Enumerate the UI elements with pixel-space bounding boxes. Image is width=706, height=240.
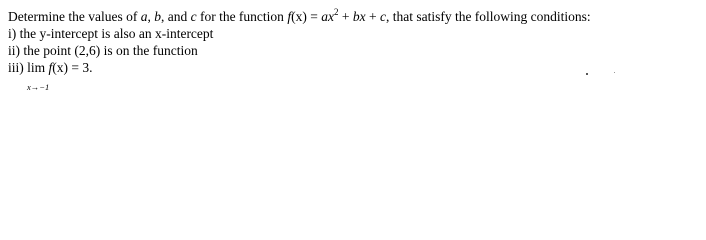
stray-mark — [614, 72, 615, 73]
function-argument: (x) — [291, 9, 307, 24]
plus-sign: + — [338, 9, 353, 24]
and-text: , and — [160, 9, 191, 24]
intro-text: Determine the values of — [8, 9, 141, 24]
condition-i: i) the y-intercept is also an x-intercept — [8, 26, 214, 41]
condition-iii-label: iii) lim — [8, 60, 49, 75]
condition-iii-function: f — [48, 60, 53, 75]
exponent: 2 — [333, 7, 339, 17]
condition-iii-argument: (x) = 3. — [52, 60, 93, 75]
problem-intro-line — [8, 8, 698, 25]
equals-sign: = — [306, 9, 322, 24]
limit-subscript: x→−1 — [27, 82, 50, 92]
term-bx: bx — [352, 9, 366, 24]
plus-sign: + — [365, 9, 380, 24]
term-ax: ax — [321, 9, 334, 24]
condition-ii: ii) the point (2,6) is on the function — [8, 43, 198, 58]
problem-statement — [8, 7, 698, 92]
condition-iii — [8, 59, 698, 92]
for-text: for the function — [196, 9, 288, 24]
intro-tail-text: , that satisfy the following conditions: — [385, 9, 591, 24]
variable-c: c — [190, 9, 197, 24]
variable-a: a — [140, 9, 148, 24]
function-name: f — [287, 9, 292, 24]
comma-separator: , — [147, 9, 155, 24]
variable-b: b — [154, 9, 161, 24]
stray-mark — [586, 73, 588, 75]
term-c: c — [379, 9, 386, 24]
